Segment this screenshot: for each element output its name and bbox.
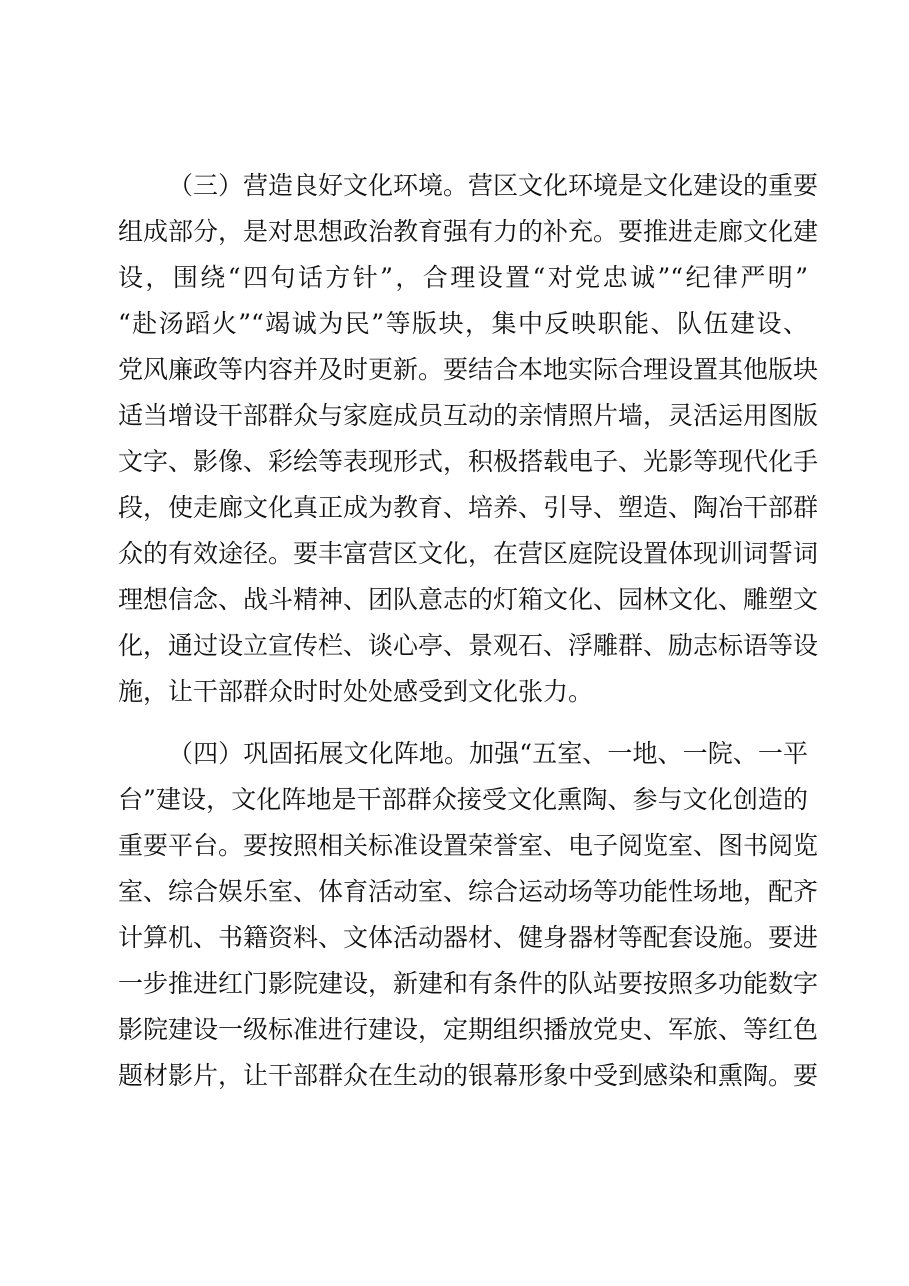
text-line: 施，让干部群众时时处处感受到文化张力。: [118, 677, 594, 706]
text-line: “赴汤蹈火”“竭诚为民”等版块，集中反映职能、队伍建设、: [118, 309, 808, 338]
text-line: 设，围绕“四句话方针”，合理设置“对党忠诚”“纪律严明”: [118, 263, 808, 292]
text-line: 理想信念、战斗精神、团队意志的灯箱文化、园林文化、雕塑文: [118, 585, 819, 614]
text-line: 段，使走廊文化真正成为教育、培养、引导、塑造、陶冶干部群: [118, 493, 819, 522]
text-line: （三）营造良好文化环境。营区文化环境是文化建设的重要: [168, 171, 819, 200]
text-line: 化，通过设立宣传栏、谈心亭、景观石、浮雕群、励志标语等设: [118, 631, 819, 660]
text-line: 文字、影像、彩绘等表现形式，积极搭载电子、光影等现代化手: [118, 447, 819, 476]
text-line: 影院建设一级标准进行建设，定期组织播放党史、军旅、等红色: [118, 1015, 819, 1044]
text-line: 重要平台。要按照相关标准设置荣誉室、电子阅览室、图书阅览: [118, 831, 819, 860]
text-line: 台”建设，文化阵地是干部群众接受文化熏陶、参与文化创造的: [118, 785, 808, 814]
text-line: 一步推进红门影院建设，新建和有条件的队站要按照多功能数字: [118, 969, 819, 998]
text-line: 组成部分，是对思想政治教育强有力的补充。要推进走廊文化建: [118, 217, 819, 246]
text-line: 适当增设干部群众与家庭成员互动的亲情照片墙，灵活运用图版: [118, 401, 819, 430]
text-line: 党风廉政等内容并及时更新。要结合本地实际合理设置其他版块: [118, 355, 819, 384]
text-line: （四）巩固拓展文化阵地。加强“五室、一地、一院、一平: [168, 739, 808, 768]
text-line: 众的有效途径。要丰富营区文化，在营区庭院设置体现训词誓词: [118, 539, 819, 568]
text-line: 计算机、书籍资料、文体活动器材、健身器材等配套设施。要进: [118, 923, 819, 952]
text-line: 题材影片，让干部群众在生动的银幕形象中受到感染和熏陶。要: [118, 1061, 819, 1090]
text-line: 室、综合娱乐室、体育活动室、综合运动场等功能性场地，配齐: [118, 877, 819, 906]
